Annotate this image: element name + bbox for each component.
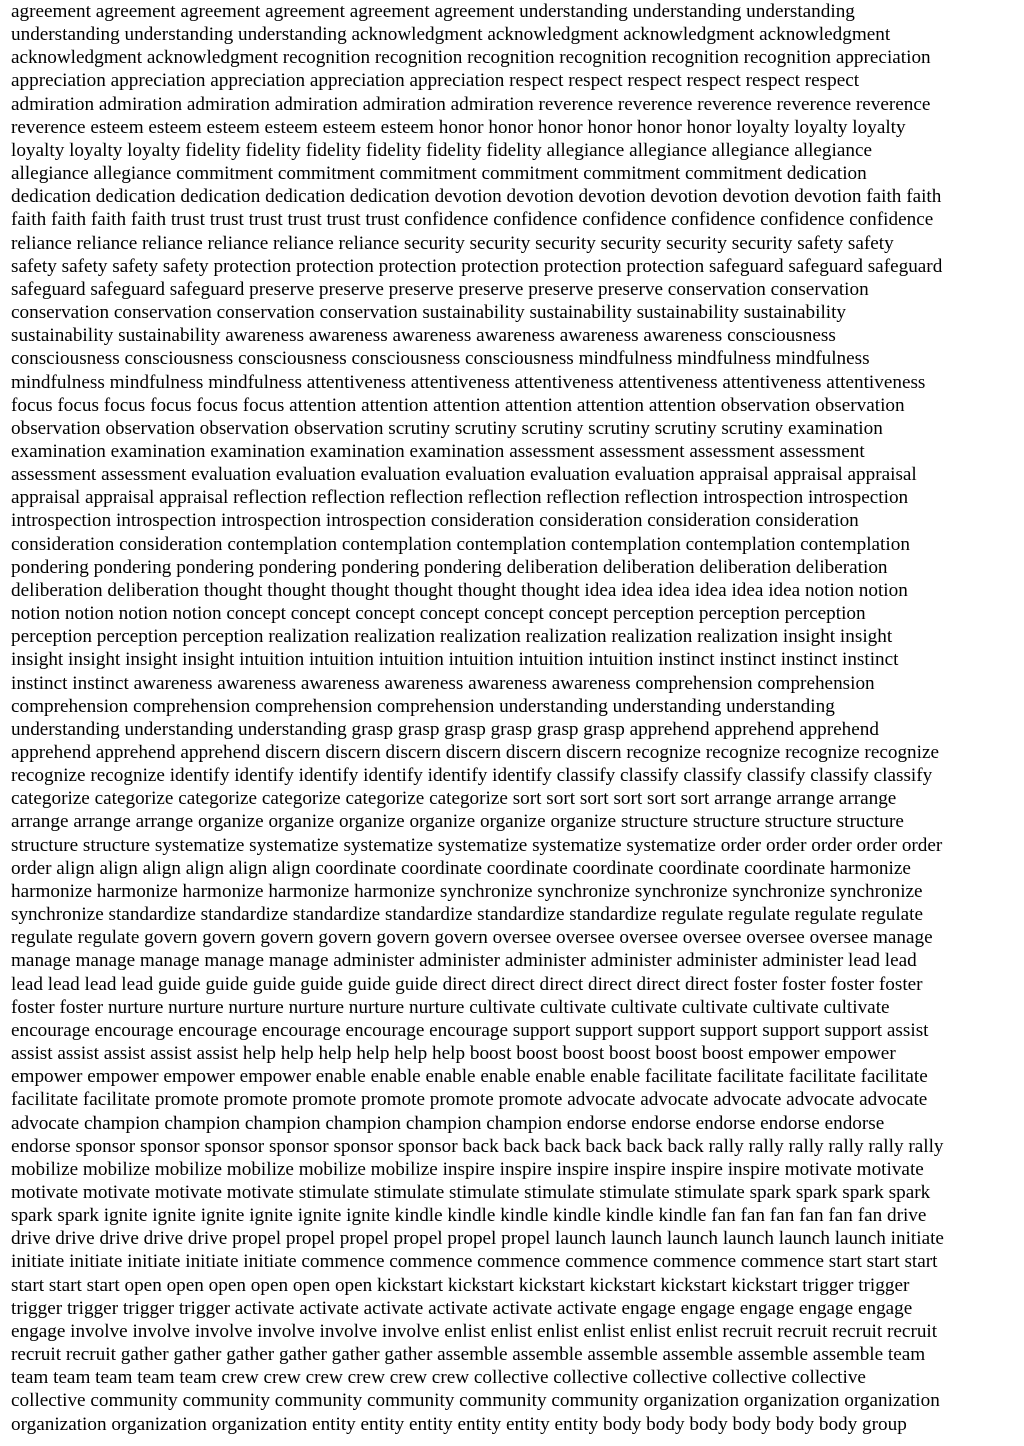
text-line: reverence esteem esteem esteem esteem esteem esteem honor honor honor honor honor honor loyalty loyalty loyalty <box>11 116 906 138</box>
text-line: organization organization organization entity entity entity entity entity entity body body body body body body group <box>11 1413 907 1435</box>
text-line: manage manage manage manage manage administer administer administer administer administer administer lead lead <box>11 950 917 972</box>
text-line: assessment assessment evaluation evaluation evaluation evaluation evaluation evaluation appraisal appraisal appraisal <box>11 464 917 486</box>
text-line: examination examination examination examination examination assessment assessment assessment assessment <box>11 440 865 462</box>
text-line: engage involve involve involve involve involve involve enlist enlist enlist enlist enlist enlist recruit recruit recruit recruit <box>11 1320 938 1342</box>
text-line: facilitate facilitate promote promote promote promote promote promote advocate advocate advocate advocate advocate <box>11 1089 928 1111</box>
text-line: mobilize mobilize mobilize mobilize mobilize mobilize inspire inspire inspire inspire inspire inspire motivate motivate <box>11 1158 924 1180</box>
text-line: safety safety safety safety protection protection protection protection protection protection safeguard safeguard safeguard <box>11 255 943 277</box>
text-line: reliance reliance reliance reliance reliance reliance security security security security security security safety safety <box>11 232 894 254</box>
text-line: initiate initiate initiate initiate initiate commence commence commence commence commence commence start start start <box>11 1251 938 1273</box>
text-line: perception perception perception realization realization realization realization realization realization insight insight <box>11 626 893 648</box>
text-line: apprehend apprehend apprehend discern discern discern discern discern discern recognize recognize recognize recognize <box>11 742 939 763</box>
text-line: motivate motivate motivate motivate stimulate stimulate stimulate stimulate stimulate stimulate spark spark spark spark <box>11 1181 931 1203</box>
text-line: regulate regulate govern govern govern govern govern govern oversee oversee oversee oversee oversee oversee manage <box>11 927 933 949</box>
text-line: consideration consideration contemplation contemplation contemplation contemplation contemplation contemplation <box>11 533 910 555</box>
text-line: endorse sponsor sponsor sponsor sponsor sponsor sponsor back back back back back back rally rally rally rally rally rally <box>11 1135 944 1157</box>
text-line: recognize recognize identify identify identify identify identify identify classify classify classify classify classify classify <box>11 765 933 787</box>
text-line: loyalty loyalty loyalty fidelity fidelity fidelity fidelity fidelity fidelity allegiance allegiance allegiance allegiance <box>11 139 872 161</box>
text-line: drive drive drive drive drive propel propel propel propel propel propel launch launch launch launch launch launch initiate <box>11 1228 944 1250</box>
text-line: harmonize harmonize harmonize harmonize harmonize synchronize synchronize synchronize synchronize synchronize <box>11 880 923 902</box>
text-line: team team team team team crew crew crew crew crew crew collective collective collective collective collective <box>11 1367 866 1389</box>
text-line: instinct instinct awareness awareness awareness awareness awareness awareness comprehension comprehension <box>11 672 875 694</box>
text-line: foster foster nurture nurture nurture nurture nurture nurture cultivate cultivate cultivate cultivate cultivate cultivate <box>11 996 890 1018</box>
text-line: comprehension comprehension comprehension comprehension understanding understanding understanding <box>11 695 835 717</box>
text-line: encourage encourage encourage encourage encourage encourage support support support support support support assist <box>11 1019 929 1041</box>
text-line: empower empower empower empower enable enable enable enable enable enable facilitate facilitate facilitate facilitate <box>11 1066 928 1088</box>
text-line: safeguard safeguard safeguard preserve preserve preserve preserve preserve preserve conservation conservation <box>11 278 869 300</box>
text-line: structure structure systematize systematize systematize systematize systematize systematize order order order order order <box>11 834 943 856</box>
body-text <box>11 0 1018 1436</box>
text-line: acknowledgment acknowledgment recognition recognition recognition recognition recognition recognition appreciation <box>11 47 931 69</box>
text-line: mindfulness mindfulness mindfulness attentiveness attentiveness attentiveness attentiveness attentiveness attentiveness <box>11 371 926 393</box>
text-line: understanding understanding understanding acknowledgment acknowledgment acknowledgment acknowledgment <box>11 24 891 46</box>
text-line: notion notion notion notion concept concept concept concept concept concept perception perception perception <box>11 603 866 625</box>
text-line: allegiance allegiance commitment commitment commitment commitment commitment commitment dedication <box>11 163 867 185</box>
text-line: collective community community community community community community organization organization organization <box>11 1390 940 1412</box>
text-line: agreement agreement agreement agreement agreement agreement understanding understanding understanding <box>11 1 855 22</box>
text-line: conservation conservation conservation conservation sustainability sustainability sustainability sustainability <box>11 302 847 324</box>
text-line: deliberation deliberation thought thought thought thought thought thought idea idea idea idea idea idea notion notion <box>11 579 908 601</box>
text-line: insight insight insight insight intuition intuition intuition intuition intuition intuition instinct instinct instinct instinct <box>11 649 899 671</box>
text-line: introspection introspection introspection introspection consideration consideration consideration consideration <box>11 510 859 532</box>
text-line: order align align align align align align coordinate coordinate coordinate coordinate coordinate coordinate harmonize <box>11 857 911 879</box>
text-line: synchronize standardize standardize standardize standardize standardize standardize regulate regulate regulate regulate <box>11 904 924 926</box>
text-line: advocate champion champion champion champion champion champion endorse endorse endorse endorse endorse <box>11 1112 885 1134</box>
text-line: assist assist assist assist assist help help help help help help boost boost boost boost boost boost empower empower <box>11 1043 896 1065</box>
text-line: appreciation appreciation appreciation appreciation appreciation respect respect respect respect respect respect <box>11 70 860 92</box>
text-line: recruit recruit gather gather gather gather gather gather assemble assemble assemble assemble assemble assemble team <box>11 1344 926 1366</box>
text-line: categorize categorize categorize categorize categorize categorize sort sort sort sort sort sort arrange arrange arrange <box>11 788 897 810</box>
text-line: trigger trigger trigger trigger activate activate activate activate activate activate engage engage engage engage engage <box>11 1297 913 1319</box>
text-line: start start start open open open open open open kickstart kickstart kickstart kickstart kickstart kickstart trigger trigger <box>11 1274 910 1296</box>
text-line: understanding understanding understanding grasp grasp grasp grasp grasp grasp apprehend apprehend apprehend <box>11 718 879 740</box>
text-line: observation observation observation observation scrutiny scrutiny scrutiny scrutiny scrutiny scrutiny examination <box>11 417 883 439</box>
text-line: appraisal appraisal appraisal reflection reflection reflection reflection reflection reflection introspection introspection <box>11 487 909 509</box>
text-line: admiration admiration admiration admiration admiration admiration reverence reverence reverence reverence reverence <box>11 93 931 115</box>
text-line: lead lead lead lead guide guide guide guide guide guide direct direct direct direct direct direct foster foster foster foster <box>11 973 923 995</box>
text-line: focus focus focus focus focus focus attention attention attention attention attention attention observation observation <box>11 394 905 416</box>
text-line: sustainability sustainability awareness awareness awareness awareness awareness awareness consciousness <box>11 325 836 347</box>
text-line: spark spark ignite ignite ignite ignite ignite ignite kindle kindle kindle kindle kindle kindle fan fan fan fan fan fan drive <box>11 1205 927 1227</box>
text-line: arrange arrange arrange organize organize organize organize organize organize structure structure structure structure <box>11 811 904 833</box>
text-line: pondering pondering pondering pondering pondering pondering deliberation deliberation deliberation deliberation <box>11 556 888 578</box>
text-line: faith faith faith faith trust trust trust trust trust trust confidence confidence confidence confidence confidence confidence <box>11 209 934 231</box>
text-line: dedication dedication dedication dedication dedication devotion devotion devotion devotion devotion devotion faith faith <box>11 186 942 208</box>
text-line: consciousness consciousness consciousness consciousness consciousness mindfulness mindfulness mindfulness <box>11 348 870 370</box>
